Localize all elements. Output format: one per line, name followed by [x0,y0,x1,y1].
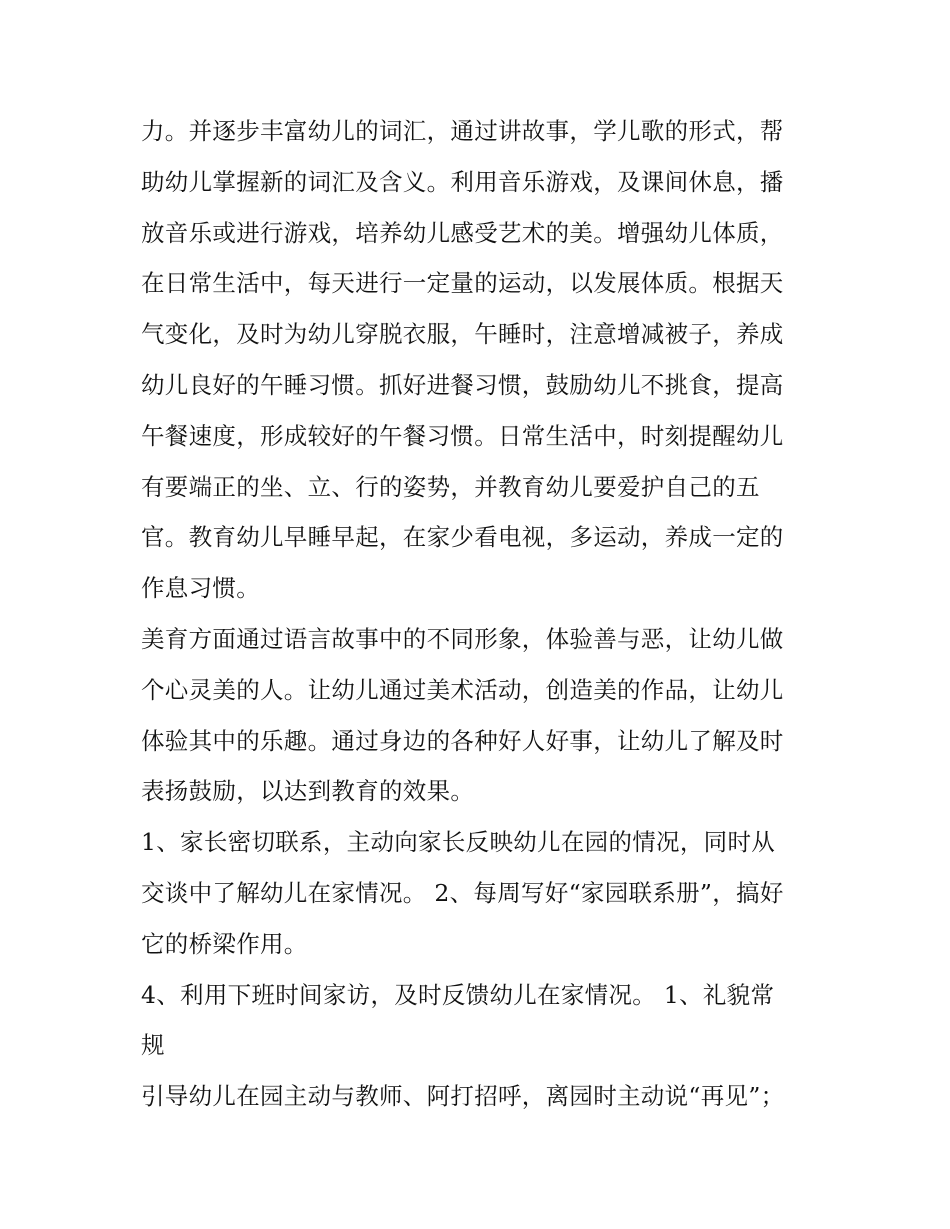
text-line: 力。并逐步丰富幼儿的词汇，通过讲故事，学儿歌的形式，帮 [141,117,784,145]
text-line: 助幼儿掌握新的词汇及含义。利用音乐游戏，及课间休息，播 [141,167,784,196]
text-line: 有要端正的坐、立、行的姿势，并教育幼儿要爱护自己的五 [141,472,760,501]
text-line: 在日常生活中，每天进行一定量的运动，以发展体质。根据天 [141,269,784,298]
text-line: 美育方面通过语言故事中的不同形象，体验善与恶，让幼儿做 [141,624,784,653]
text-line: 个心灵美的人。让幼儿通过美术活动，创造美的作品，让幼儿 [141,675,784,704]
text-line: 作息习惯。 [141,574,260,603]
text-line: 表扬鼓励，以达到教育的效果。 [141,777,475,806]
text-line: 官。教育幼儿早睡早起，在家少看电视，多运动，养成一定的 [141,523,784,552]
text-line: 它的桥梁作用。 [141,929,308,958]
text-line: 气变化，及时为幼儿穿脱衣服，午睡时，注意增减被子，养成 [141,320,784,349]
text-line: 规 [141,1031,165,1060]
text-line: 放音乐或进行游戏，培养幼儿感受艺术的美。增强幼儿体质， [141,218,784,247]
text-line: 1、家长密切联系，主动向家长反映幼儿在园的情况，同时从 [141,828,776,857]
document-body [141,106,821,1122]
text-line: 幼儿良好的午睡习惯。抓好进餐习惯，鼓励幼儿不挑食，提高 [141,370,784,399]
text-line: 4、利用下班时间家访，及时反馈幼儿在家情况。 1、礼貌常 [141,980,775,1009]
text-line: 交谈中了解幼儿在家情况。 2、每周写好“家园联系册”，搞好 [141,878,784,907]
text-line: 引导幼儿在园主动与教师、阿打招呼，离园时主动说“再见”； [141,1082,785,1111]
text-line: 午餐速度，形成较好的午餐习惯。日常生活中，时刻提醒幼儿 [141,421,784,450]
text-line: 体验其中的乐趣。通过身边的各种好人好事，让幼儿了解及时 [141,726,784,755]
